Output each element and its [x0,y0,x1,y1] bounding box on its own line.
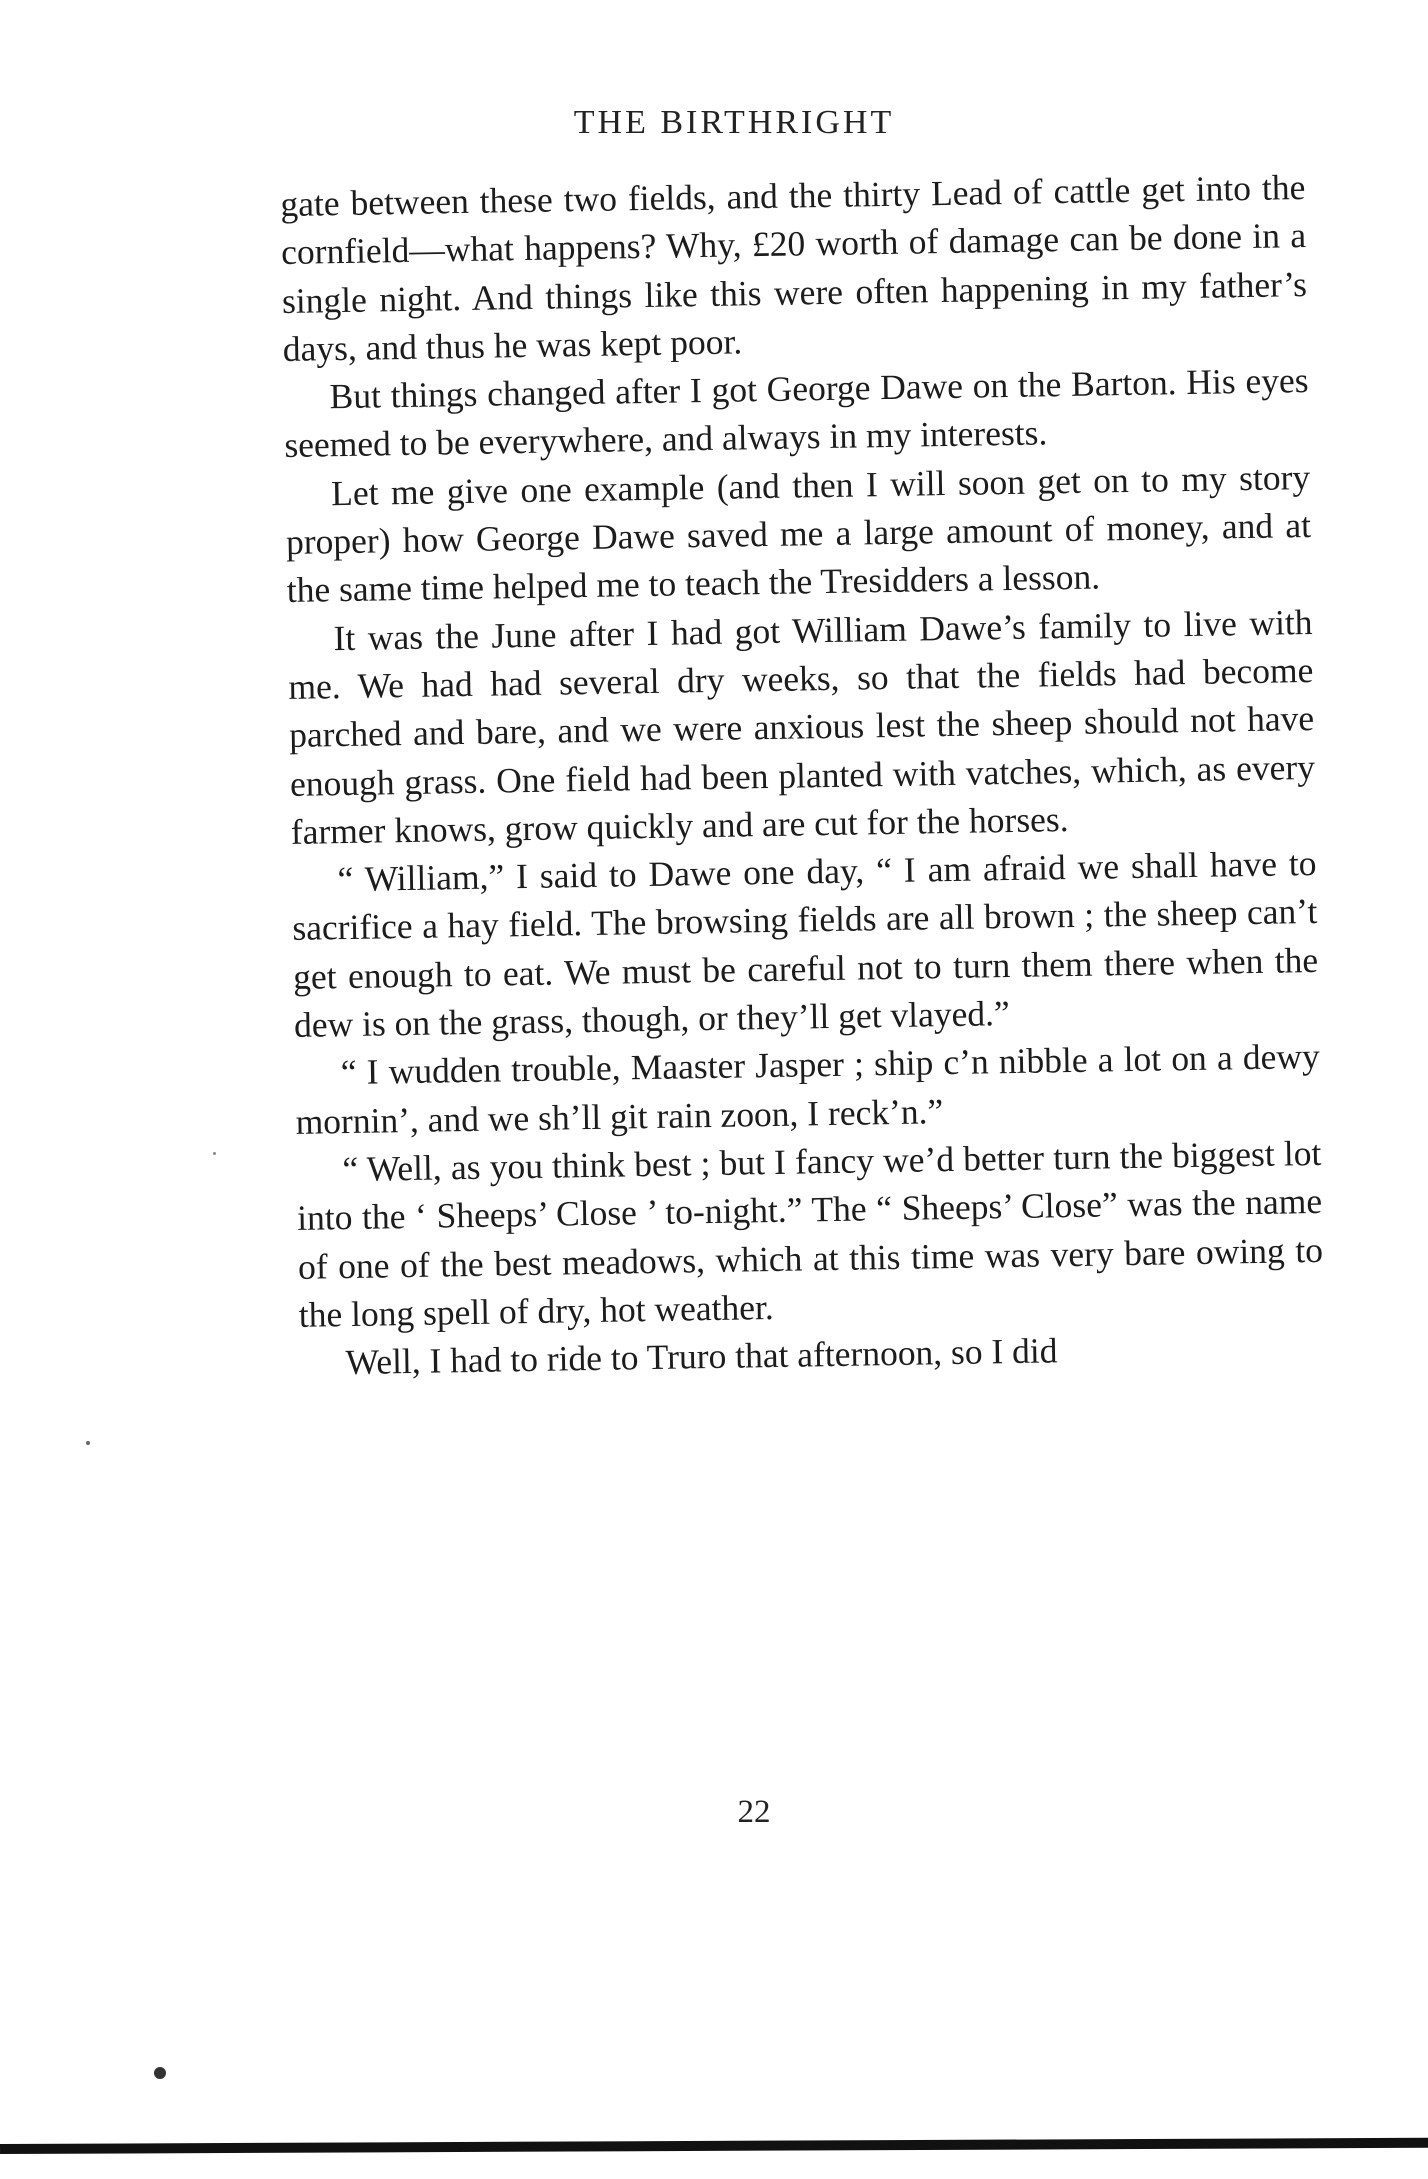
page-margin [0,2154,1428,2179]
paragraph: “ Well, as you think best ; but I fancy we’d better turn the biggest lot into the ‘ Sheeps’ Close ’ to-night.” The “ Sheeps’ Close” was the name of one of the best meadows, which at this time was very bare owing to the long spell of dry, hot weather. [296,1132,1324,1335]
ink-speck [213,1152,216,1155]
paragraph: Let me give one example (and then I will soon get on to my story proper) how George Dawe saved me a large amount of money, and at the same time helped me to teach the Tresidders a lesson. [285,456,1312,611]
ink-speck [86,1441,90,1445]
paragraph: “ William,” I said to Dawe one day, “ I am afraid we shall have to sacrifice a hay field. The browsing fields are all brown ; the sheep can’t get enough to eat. We must be careful not to turn them there when the dew is on the grass, though, or they’ll get vlayed.” [292,843,1319,1045]
page-number: 22 [737,1794,771,1830]
running-head: THE BIRTHRIGHT [573,104,895,141]
paragraph: It was the June after I had got William Dawe’s family to live with me. We had had several dry weeks, so that the fields had become parched and bare, and we were anxious lest the sheep should not have enough grass. One field had been planted with vatches, which, as every farmer knows, grow quickly and are cut for the horses. [288,601,1316,852]
paragraph: But things changed after I got George Dawe on the Barton. His eyes seemed to be everywhere, and always in my interests. [284,360,1309,466]
ink-speck [154,2067,166,2079]
paragraph: “ I wudden trouble, Maaster Jasper ; ship c’n nibble a lot on a dewy mornin’, and we sh’ll git rain zoon, I reck’n.” [295,1036,1321,1142]
body-text [280,163,1325,1387]
page-bottom-edge [0,2138,1428,2154]
paragraph: gate between these two fields, and the thirty Lead of cattle get into the cornfield—what happens? Why, £20 worth of damage can be done in a single night. And things like this were often happening in my father’s days, and thus he was kept poor. [280,167,1308,369]
paragraph: Well, I had to ride to Truro that afternoon, so I did [345,1330,1058,1383]
